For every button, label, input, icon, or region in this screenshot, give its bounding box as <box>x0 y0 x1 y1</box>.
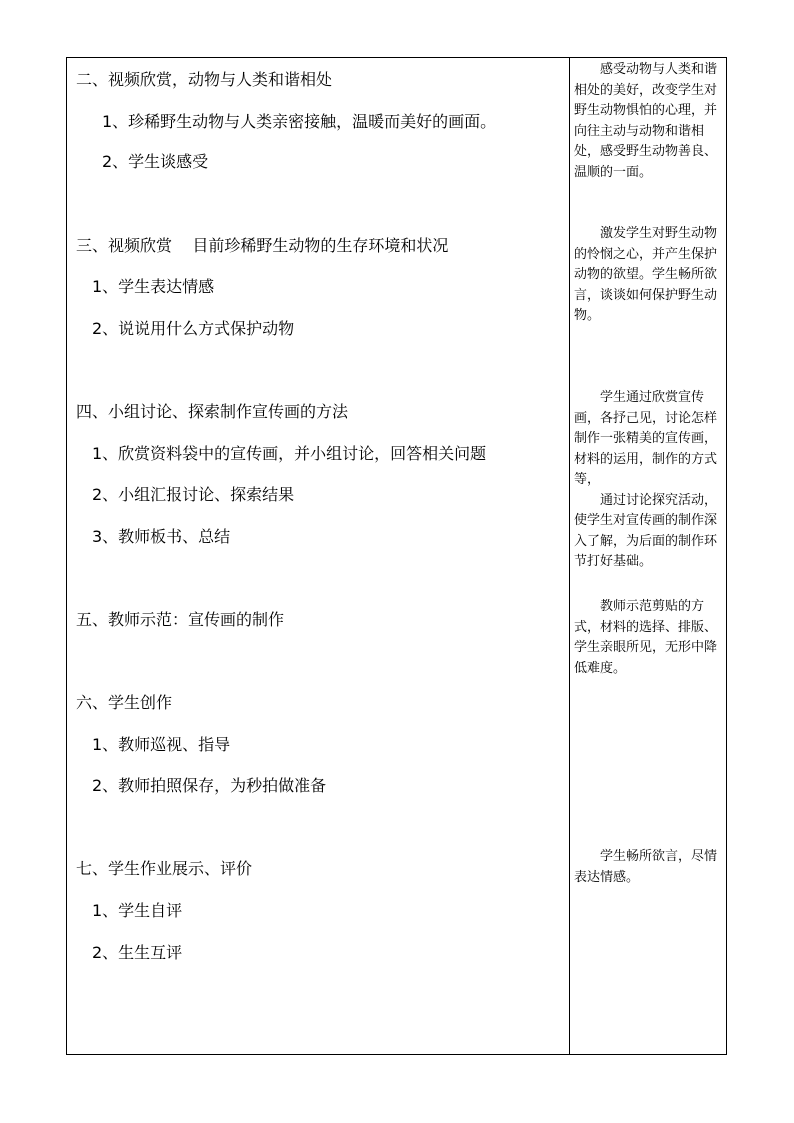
teaching-note <box>574 224 726 327</box>
list-item: 2、小组汇报讨论、探索结果 <box>92 485 295 504</box>
teaching-note <box>574 597 726 679</box>
note-paragraph: 感受动物与人类和谐相处的美好，改变学生对野生动物惧怕的心理，并向往主动与动物和谐相处，感受野生动物善良、温顺的一面。 <box>574 62 718 180</box>
section-heading: 三、视频欣赏 目前珍稀野生动物的生存环境和状况 <box>76 236 449 255</box>
list-item: 2、生生互评 <box>92 943 183 962</box>
section-heading: 七、学生作业展示、评价 <box>76 859 253 878</box>
section-heading: 五、教师示范：宣传画的制作 <box>76 610 285 629</box>
note-paragraph: 激发学生对野生动物的怜悯之心，并产生保护动物的欲望。学生畅所欲言，谈谈如何保护野生动物。 <box>574 226 718 323</box>
teaching-note <box>574 388 726 573</box>
list-item: 1、教师巡视、指导 <box>92 735 231 754</box>
note-paragraph: 通过讨论探究活动，使学生对宣传画的制作深入了解，为后面的制作环节打好基础。 <box>574 492 718 569</box>
teaching-note <box>574 60 726 183</box>
note-paragraph: 教师示范剪贴的方式，材料的选择、排版、学生亲眼所见，无形中降低难度。 <box>574 599 718 676</box>
lesson-plan-table <box>66 57 727 1055</box>
list-item: 1、欣赏资料袋中的宣传画，并小组讨论，回答相关问题 <box>92 444 487 463</box>
list-item: 3、教师板书、总结 <box>92 527 231 546</box>
list-item: 1、学生自评 <box>92 901 183 920</box>
column-divider <box>569 58 570 1054</box>
list-item: 2、说说用什么方式保护动物 <box>92 319 295 338</box>
list-item: 1、珍稀野生动物与人类亲密接触，温暖而美好的画面。 <box>102 112 497 131</box>
list-item: 1、学生表达情感 <box>92 277 215 296</box>
list-item: 2、学生谈感受 <box>102 152 209 171</box>
section-heading: 四、小组讨论、探索制作宣传画的方法 <box>76 402 349 421</box>
section-heading: 二、视频欣赏，动物与人类和谐相处 <box>76 70 333 89</box>
list-item: 2、教师拍照保存，为秒拍做准备 <box>92 776 327 795</box>
section-heading: 六、学生创作 <box>76 693 173 712</box>
note-paragraph: 学生畅所欲言，尽情表达情感。 <box>574 849 718 885</box>
note-paragraph: 学生通过欣赏宣传画，各抒己见，讨论怎样制作一张精美的宣传画，材料的运用，制作的方式等， <box>574 390 718 487</box>
teaching-note <box>574 847 726 888</box>
